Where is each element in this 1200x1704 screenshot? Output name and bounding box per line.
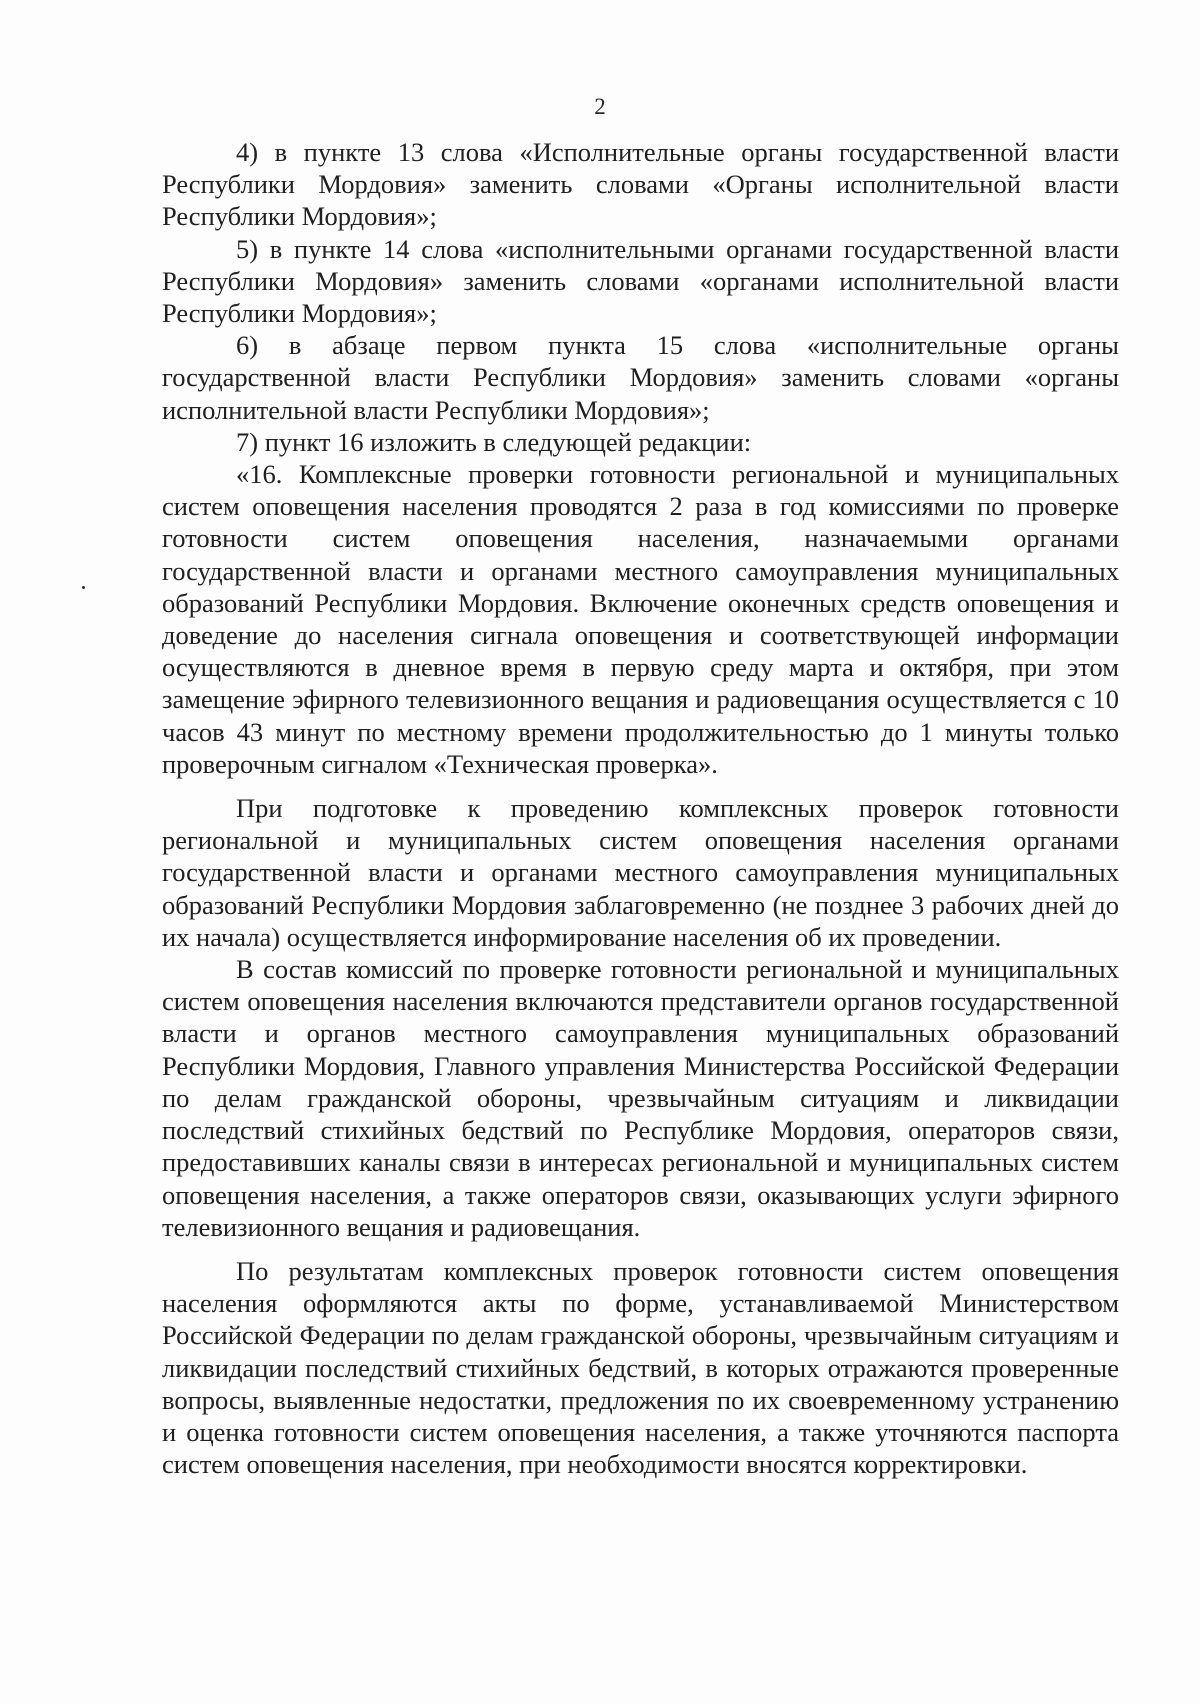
page-number: 2	[594, 94, 606, 119]
paragraph-commission-composition: В состав комиссий по проверке готовности региональной и муниципальных систем оповещения населения включаются представители органов государственной власти и органов местного самоуправления муниципальных образований Республики Мордовия, Главного управления Министерства Российской Федерации по делам гражданской обороны, чрезвычайным ситуациям и ликвидации последствий стихийных бедствий по Республике Мордовия, операторов связи, предоставивших каналы связи в интересах региональной и муниципальных систем оповещения населения, а также операторов связи, оказывающих услуги эфирного телевизионного вещания и радиовещания.	[162, 954, 1119, 1242]
document-body	[162, 136, 1119, 1480]
paragraph-item-5: 5) в пункте 14 слова «исполнительными органами государственной власти Республики Мордовия» заменить словами «органами исполнительной власти Республики Мордовия»;	[162, 233, 1119, 329]
paragraph-preparation: При подготовке к проведению комплексных проверок готовности региональной и муниципальных систем оповещения населения органами государственной власти и органами местного самоуправления муниципальных образований Республики Мордовия заблаговременно (не позднее 3 рабочих дней до их начала) осуществляется информирование населения об их проведении.	[162, 793, 1119, 952]
paragraph-item-6: 6) в абзаце первом пункта 15 слова «исполнительные органы государственной власти Республики Мордовия» заменить словами «органы исполнительной власти Республики Мордовия»;	[162, 330, 1119, 425]
scan-speck	[82, 586, 85, 589]
paragraph-item-4: 4) в пункте 13 слова «Исполнительные органы государственной власти Республики Мордовия» заменить словами «Органы исполнительной власти Республики Мордовия»;	[162, 137, 1119, 232]
paragraph-results: По результатам комплексных проверок готовности систем оповещения населения оформляются акты по форме, устанавливаемой Министерством Российской Федерации по делам гражданской обороны, чрезвычайным ситуациям и ликвидации последствий стихийных бедствий, в которых отражаются проверенные вопросы, выявленные недостатки, предложения по их своевременному устранению и оценка готовности систем оповещения населения, а также уточняются паспорта систем оповещения населения, при необходимости вносятся корректировки.	[162, 1255, 1119, 1480]
paragraph-item-7: 7) пункт 16 изложить в следующей редакции:	[236, 426, 752, 457]
paragraph-point-16: «16. Комплексные проверки готовности региональной и муниципальных систем оповещения населения проводятся 2 раза в год комиссиями по проверке готовности систем оповещения населения, назначаемыми органами государственной власти и органами местного самоуправления муниципальных образований Республики Мордовия. Включение оконечных средств оповещения и доведение до населения сигнала оповещения и соответствующей информации осуществляются в дневное время в первую среду марта и октября, при этом замещение эфирного телевизионного вещания и радиовещания осуществляется с 10 часов 43 минут по местному времени продолжительностью до 1 минуты только проверочным сигналом «Техническая проверка».	[162, 459, 1119, 779]
